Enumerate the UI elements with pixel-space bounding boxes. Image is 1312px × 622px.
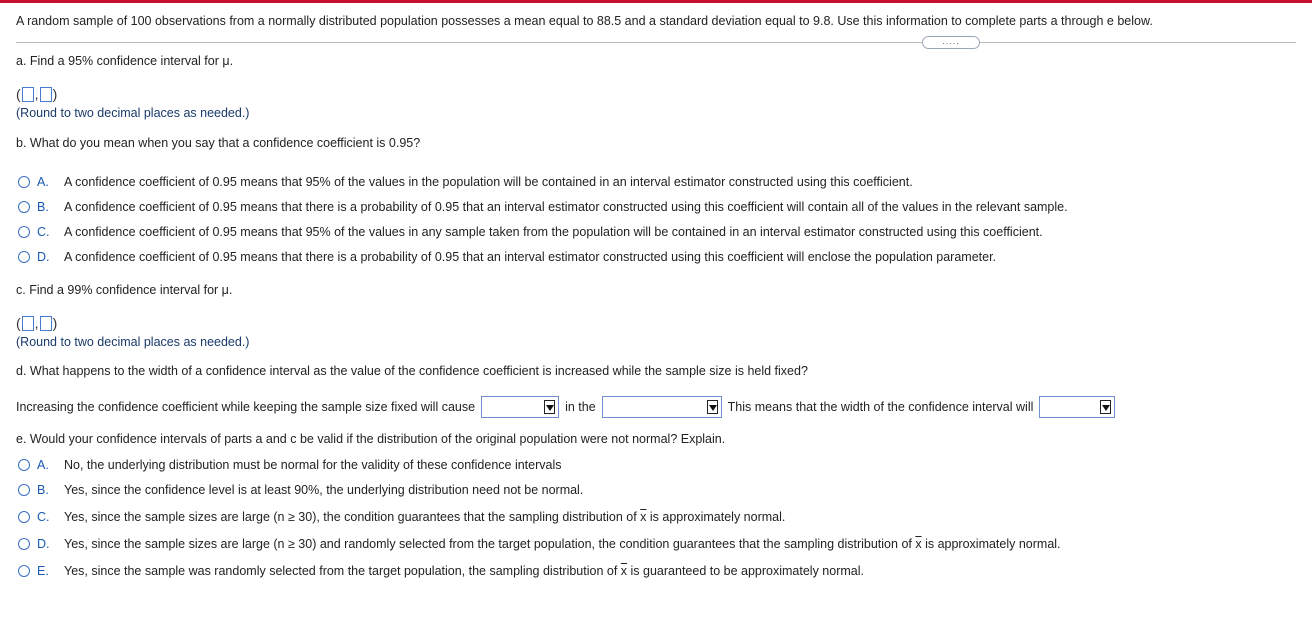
part-b-option-b[interactable] xyxy=(18,200,1068,214)
part-b-question: b. What do you mean when you say that a confidence coefficient is 0.95? xyxy=(16,136,421,150)
radio-button[interactable] xyxy=(18,538,30,550)
option-text-pre: Yes, since the sample sizes are large (n ≥ 30) and randomly selected from the target population, the condition guarantees that the sampling distribution of xyxy=(64,537,916,551)
open-paren: ( xyxy=(16,86,21,102)
expand-more-button[interactable]: ..... xyxy=(922,36,980,49)
part-b-option-c[interactable] xyxy=(18,225,1043,239)
dropdown-arrow-icon[interactable] xyxy=(707,400,718,414)
option-text xyxy=(64,564,864,578)
part-b-option-d[interactable] xyxy=(18,250,996,264)
x-bar-symbol: $\overline{x}$ xyxy=(620,564,628,578)
part-e-question: e. Would your confidence intervals of parts a and c be valid if the distribution of the original population were not normal? Explain. xyxy=(16,432,726,446)
option-text-post: is approximately normal. xyxy=(646,510,786,524)
radio-button[interactable] xyxy=(18,511,30,523)
part-a-question: a. Find a 95% confidence interval for μ. xyxy=(16,54,234,68)
part-d-dropdown-2[interactable] xyxy=(602,396,722,418)
part-c-question: c. Find a 99% confidence interval for μ. xyxy=(16,283,233,297)
radio-button[interactable] xyxy=(18,459,30,471)
option-letter: E. xyxy=(37,564,49,578)
option-text: A confidence coefficient of 0.95 means that 95% of the values in the population will be contained in an interval estimator constructed using this coefficient. xyxy=(64,175,913,189)
part-a-lower-input[interactable] xyxy=(22,87,34,102)
radio-button[interactable] xyxy=(18,176,30,188)
part-d-text-2: in the xyxy=(565,400,596,414)
option-text-post: is guaranteed to be approximately normal. xyxy=(627,564,864,578)
close-paren: ) xyxy=(52,86,58,102)
option-letter: C. xyxy=(37,510,50,524)
part-e-option-b[interactable] xyxy=(18,483,583,497)
option-text: A confidence coefficient of 0.95 means that there is a probability of 0.95 that an interval estimator constructed using this coefficient will enclose the population parameter. xyxy=(64,250,997,264)
option-text: A confidence coefficient of 0.95 means that 95% of the values in any sample taken from the population will be contained in an interval estimator constructed using this coefficient. xyxy=(64,225,1043,239)
radio-button[interactable] xyxy=(18,226,30,238)
option-letter: A. xyxy=(37,458,49,472)
part-e-option-c[interactable] xyxy=(18,510,785,524)
option-letter: B. xyxy=(37,483,49,497)
divider xyxy=(16,42,1296,43)
part-b-option-a[interactable] xyxy=(18,175,913,189)
x-bar-symbol: $\overline{x}$ xyxy=(640,510,647,524)
part-d-question: d. What happens to the width of a confidence interval as the value of the confidence coefficient is increased while the sample size is held fixed? xyxy=(16,364,808,378)
part-a-upper-input[interactable] xyxy=(40,87,52,102)
option-text-post: is approximately normal. xyxy=(921,537,1061,551)
part-d-text-1: Increasing the confidence coefficient while keeping the sample size fixed will cause xyxy=(16,400,476,414)
part-e-option-d[interactable] xyxy=(18,537,1061,551)
part-c-interval xyxy=(16,315,57,331)
part-c-upper-input[interactable] xyxy=(40,316,52,331)
option-text-pre: Yes, since the sample sizes are large (n ≥ 30), the condition guarantees that the sampling distribution of xyxy=(64,510,641,524)
part-c-lower-input[interactable] xyxy=(22,316,34,331)
radio-button[interactable] xyxy=(18,484,30,496)
option-text-pre: Yes, since the sample was randomly selected from the target population, the sampling distribution of xyxy=(64,564,621,578)
part-a-interval xyxy=(16,86,57,102)
option-letter: A. xyxy=(37,175,49,189)
option-letter: D. xyxy=(37,537,50,551)
x-bar-symbol: $\overline{x}$ xyxy=(915,537,922,551)
option-letter: D. xyxy=(37,250,50,264)
dropdown-arrow-icon[interactable] xyxy=(544,400,555,414)
option-text xyxy=(64,537,1061,551)
option-letter: C. xyxy=(37,225,50,239)
top-accent-bar xyxy=(0,0,1312,3)
option-text: Yes, since the confidence level is at least 90%, the underlying distribution need not be normal. xyxy=(64,483,584,497)
close-paren: ) xyxy=(52,315,58,331)
part-e-option-e[interactable] xyxy=(18,564,864,578)
comma: , xyxy=(34,315,39,331)
radio-button[interactable] xyxy=(18,251,30,263)
option-text: A confidence coefficient of 0.95 means that there is a probability of 0.95 that an interval estimator constructed using this coefficient will contain all of the values in the relevant sample. xyxy=(64,200,1068,214)
comma: , xyxy=(34,86,39,102)
part-d-dropdown-3[interactable] xyxy=(1039,396,1115,418)
radio-button[interactable] xyxy=(18,565,30,577)
part-a-hint: (Round to two decimal places as needed.) xyxy=(16,106,250,120)
option-text: No, the underlying distribution must be normal for the validity of these confidence intervals xyxy=(64,458,562,472)
part-d-fill-row xyxy=(16,396,1121,418)
open-paren: ( xyxy=(16,315,21,331)
part-d-dropdown-1[interactable] xyxy=(481,396,559,418)
radio-button[interactable] xyxy=(18,201,30,213)
option-letter: B. xyxy=(37,200,49,214)
part-d-text-3: This means that the width of the confidence interval will xyxy=(727,400,1034,414)
part-c-hint: (Round to two decimal places as needed.) xyxy=(16,335,250,349)
part-e-option-a[interactable] xyxy=(18,458,562,472)
option-text xyxy=(64,510,785,524)
dropdown-arrow-icon[interactable] xyxy=(1100,400,1111,414)
problem-statement: A random sample of 100 observations from a normally distributed population possesses a mean equal to 88.5 and a standard deviation equal to 9.8. Use this information to complete parts a through e below. xyxy=(16,14,1153,28)
